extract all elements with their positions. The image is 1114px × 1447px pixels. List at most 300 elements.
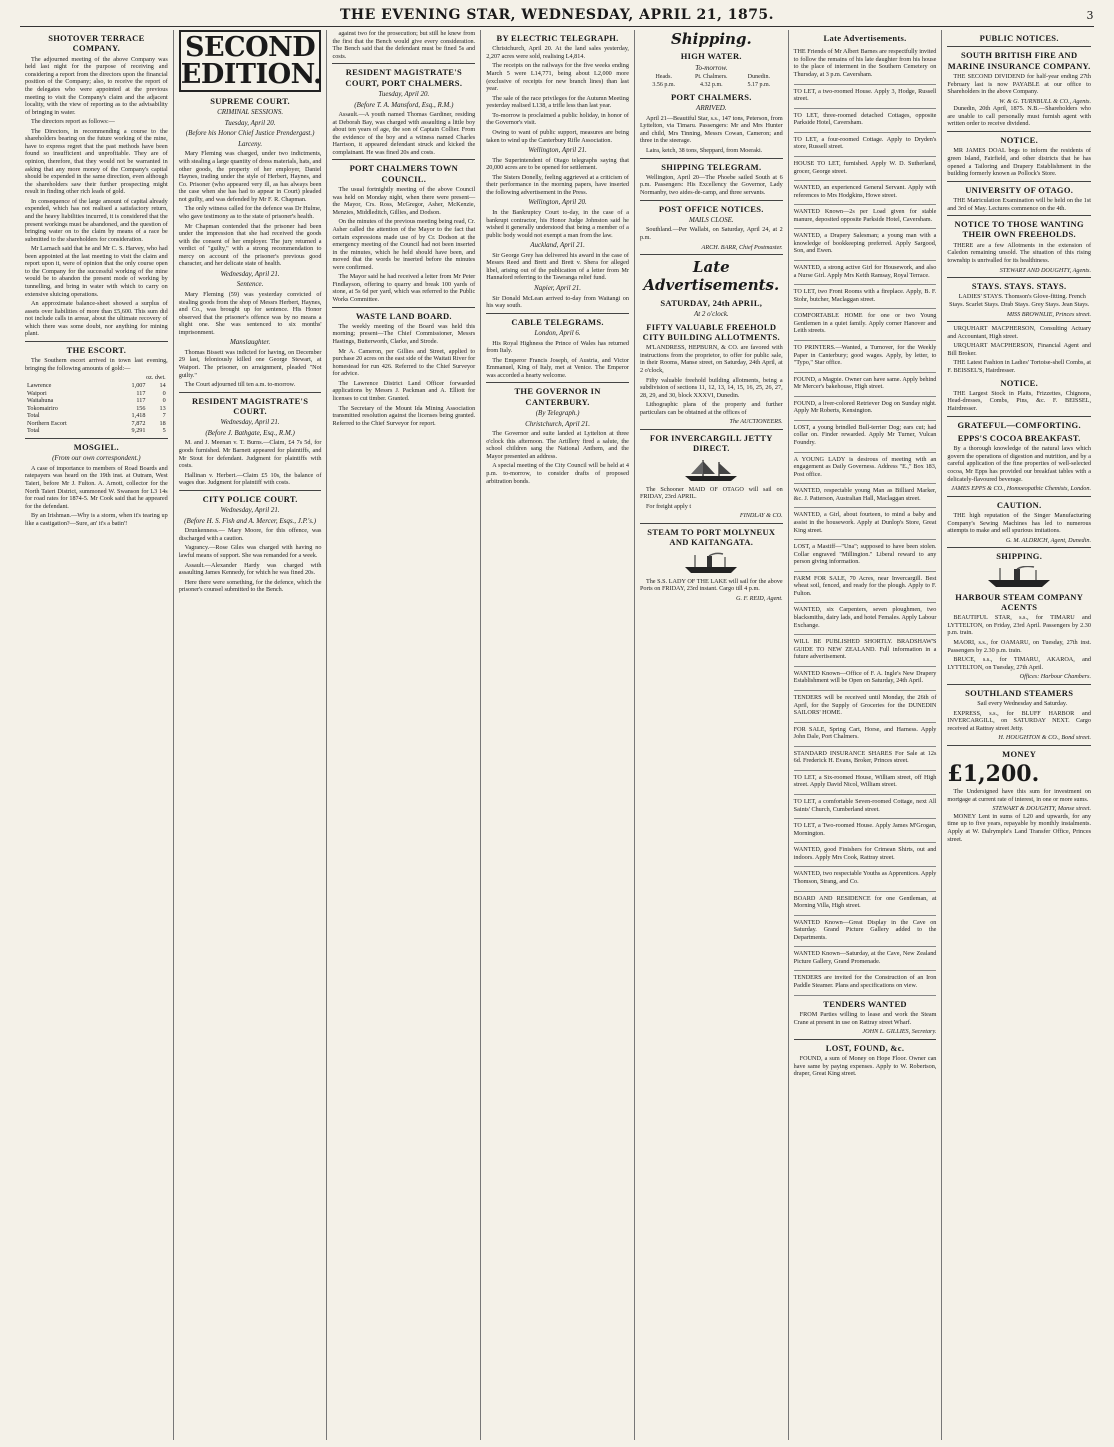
escort-unit: oz. dwt. — [145, 374, 166, 382]
dateline: Wednesday, April 21. — [220, 418, 280, 427]
article-paragraph: THERE are a few Allotments in the extension of Caledon remaining unsold. The situation of this rising township is unrivalled for its healthiness. — [947, 241, 1091, 264]
escort-place: Waipori — [27, 389, 47, 397]
article-paragraph: The Sisters Donelly, feeling aggrieved at a criticism of their performance in the morning papers, have inserted the following advertisement in the Press. — [486, 173, 629, 196]
escort-dwt: 14 — [159, 382, 166, 390]
escort-dwt: 13 — [159, 404, 166, 412]
heading-post-office: POST OFFICE NOTICES. — [658, 203, 764, 214]
divider — [179, 392, 322, 393]
divider — [947, 684, 1091, 685]
column-4 — [481, 30, 635, 1440]
classified-ad — [794, 45, 937, 84]
classified-ad — [794, 819, 937, 843]
escort-place: Lawrence — [27, 382, 52, 390]
classified-ad-text: TO PRINTERS.—Wanted, a Turnover, for the Weekly Paper in Canterbury; good wages. Apply, by letter, to "Typo," Star office. — [793, 343, 937, 367]
classified-ad-text: TO LET, a comfortable Seven-roomed Cottage, next All Saints' Church, Cumberland street. — [793, 798, 937, 813]
tide-time: 3.56 p.m. — [652, 81, 676, 88]
classified-ad-text: FOUND, a liver-colored Retriever Dog on Sunday night. Apply Mr Roberts, Kensington. — [793, 399, 937, 415]
escort-northern-oz: 7,872 — [131, 419, 146, 427]
dateline: Auckland, April 21. — [530, 241, 585, 250]
article-paragraph: THE Largest Stock in Plaits, Frizzettes, Chignons, Head-dresses, Combs, Pins, &c. F. BEISSEL, Hairdresser. — [947, 389, 1091, 412]
classified-ad-text: FOUND, a Magpie. Owner can have same. Apply behind Mr Mercer's bakehouse, High street. — [793, 375, 937, 391]
column-6 — [789, 30, 943, 1440]
divider — [947, 46, 1091, 47]
classified-ad — [794, 205, 937, 229]
article-paragraph: Christchurch, April 20. At the land sales yesterday, 2,207 acres were sold, realising L4,814. — [486, 45, 629, 60]
divider — [794, 1039, 937, 1040]
classified-ad — [794, 484, 937, 508]
heading-stays: STAYS. STAYS. STAYS. — [971, 281, 1067, 292]
article-paragraph: The Governor and suite landed at Lyttelton at three o'clock this afternoon. The Artillery fired a salute, the school children sang the National Anthem, and the Mayor presented an address. — [486, 430, 629, 460]
article-paragraph: MR JAMES DOAL begs to inform the residents of green Island, Fairfield, and other districts that he has opened a Tailoring and Drapery Establishment in the building formerly known as Pollock's Store. — [947, 147, 1091, 178]
article-paragraph: The Undersigned have this sum for investment on mortgage at current rate of interest, in one or more sums. — [947, 788, 1091, 803]
signature: JAMES EPPS & CO., Homoeopathic Chemists, London. — [951, 485, 1091, 493]
heading-late-ads: Late Advertisements. — [823, 33, 907, 43]
classified-ad-text: TO LET, a two-roomed House. Apply 3, Hodge, Russell street. — [793, 87, 937, 103]
classified-ad-text: THE Friends of Mr Albert Barnes are respectfully invited to follow the remains of his late daughter from his house to the place of interment in the Southern Cemetery on Thursday, at 3 p.m. Caversham. — [793, 48, 937, 79]
divider — [640, 158, 783, 159]
classified-ad-text: WANTED, respectable young Man as Billiard Marker, &c. J. Patterson, Australian Hall, Maclaggan street. — [793, 487, 937, 502]
heading-mosgiel: MOSGIEL. — [73, 441, 119, 452]
divider — [947, 131, 1091, 132]
byline: (From our own correspondent.) — [52, 454, 141, 463]
escort-place: Tokomairiro — [27, 404, 58, 412]
classified-ad-text: WANTED Known—2s per Load given for stable manure, deposited opposite Parkside Hotel, Caversham. — [793, 208, 937, 223]
subheading: (Before H. S. Fish and A. Mercer, Esqs., J.P.'s.) — [184, 516, 317, 525]
subheading: MAILS CLOSE. — [688, 215, 734, 224]
divider — [332, 63, 475, 64]
subheading: (Before his Honor Chief Justice Prendergast.) — [185, 129, 315, 138]
escort-dwt: 0 — [162, 397, 166, 405]
page-number: 3 — [1086, 8, 1094, 22]
classified-ad — [794, 723, 937, 747]
article-paragraph: Wellington, April 20—The Phoebe sailed South at 6 p.m. Passengers: His Excellency the Governor, Lady Normanby, two aides-de-camp, and three servants. — [639, 173, 783, 196]
classified-ad-text: WANTED Known—Great Display in the Cave on Saturday. Grand Picture Gallery added to the Departments. — [793, 918, 937, 941]
tide-time: 5.17 p.m. — [747, 81, 771, 88]
escort-total-dwt: 7 — [162, 412, 166, 420]
auction-heading: FIFTY VALUABLE FREEHOLD CITY BUILDING ALLOTMENTS. — [642, 321, 780, 342]
article-paragraph: On the minutes of the previous meeting being read, Cr. Asher called the attention of the Mayor to the fact that certain expressions made use of by Cr. Dodson at the emergency meeting of the Council had not been inserted in the minutes, which he held should have been, and moved that the words be inserted before the minutes were confirmed. — [332, 218, 476, 271]
article-paragraph: In consequence of the large amount of capital already expended, which has not realised a satisfactory return, and the heavy liabilities incurred, it is considered that the present workings must be abandoned, and the question of bringing water on to the claim by means of a race be submitted to the shareholders for consideration. — [25, 197, 168, 243]
signature: H. HOUGHTON & CO., Bond street. — [998, 734, 1091, 742]
tide-cell — [735, 74, 783, 89]
heading-police-court: CITY POLICE COURT. — [202, 493, 298, 504]
dateline: Tuesday, April 20. — [224, 118, 276, 127]
divider — [947, 745, 1091, 746]
classified-ad-text: STANDARD INSURANCE SHARES For Sale at 12s 6d. Frederick H. Evans, Broker, Princes street. — [793, 749, 937, 765]
masthead — [20, 4, 1094, 27]
column-7 — [942, 30, 1096, 1440]
article-paragraph: Dunedin, 20th April, 1875. N.B.—Shareholders who are unable to call personally must furnish agent with written order to receive dividend. — [947, 105, 1091, 128]
article-paragraph: MAORI, s.s., for OAMARU, on Tuesday, 27th inst. Passengers by 2.30 p.m. train. — [947, 639, 1091, 654]
heading-freeholds: NOTICE TO THOSE WANTING THEIR OWN FREEHOLDS. — [954, 219, 1084, 240]
divider — [486, 313, 629, 314]
article-paragraph: THE high reputation of the Singer Manufacturing Company's Sewing Machines has led to numerous attempts to make and sell spurious imitations. — [947, 512, 1091, 535]
classified-ad — [794, 691, 937, 723]
tide-subtitle: To-morrow. — [695, 63, 728, 72]
classified-ad — [794, 971, 937, 995]
article-paragraph: Owing to want of public support, measures are being taken to wind up the Canterbury Rifle Association. — [486, 128, 629, 144]
classified-ad-text: BOARD AND RESIDENCE for one Gentleman, at Morning Villa, High street. — [793, 894, 937, 910]
classified-ad — [794, 229, 937, 261]
classified-ad — [794, 397, 937, 421]
table-row — [25, 412, 168, 420]
article-paragraph: Lithographic plans of the property and further particulars can be obtained at the offices of — [639, 401, 783, 416]
signature: MISS BROWNLIE, Princes street. — [1006, 310, 1091, 318]
classified-ad-text: WANTED, an experienced General Servant. Apply with references to Mrs Hodgkins, Howe street. — [793, 184, 937, 199]
dateline: Wellington, April 21. — [528, 146, 587, 155]
classified-ad-text: TO LET, three-roomed detached Cottages, opposite Parkside Hotel, Caversham. — [793, 111, 937, 127]
article-paragraph: The Schooner MAID OF OTAGO will sail on FRIDAY, 23rd APRIL. — [639, 485, 783, 501]
heading-cable: CABLE TELEGRAMS. — [511, 316, 604, 327]
tide-cell — [688, 74, 736, 89]
signature: The AUCTIONEERS. — [729, 418, 783, 426]
divider — [179, 490, 322, 491]
article-paragraph: The Superintendent of Otago telegraphs saying that 20,000 acres are to be opened for settlement. — [486, 156, 629, 172]
classified-ad — [794, 843, 937, 867]
table-row — [25, 382, 168, 390]
classified-ad-text: WANTED, a strong active Girl for Housework, and also a Nurse Girl. Apply Mrs Keith Ramsay, Royal Terrace. — [793, 264, 937, 279]
newspaper-columns — [20, 30, 1096, 1440]
article-paragraph: In the Bankruptcy Court to-day, in the case of a bankrupt contractor, his Honor Judge Johnston said he wished it generally understood that being a member of a public body would not exempt a man from the law. — [486, 208, 629, 239]
classified-ad — [794, 181, 937, 205]
article-paragraph: The only witness called for the defence was Dr Hulme, who gave testimony as to the state of prisoner's health. — [178, 205, 322, 220]
escort-oz: 117 — [136, 389, 146, 397]
signature: Offices: Harbour Chambers. — [1019, 673, 1091, 681]
article-paragraph: THE Latest Fashion in Ladies' Tortoise-shell Combs, at F. BEISSEL'S, Hairdresser. — [947, 359, 1091, 374]
tide-table — [640, 74, 783, 89]
classified-ad — [794, 133, 937, 157]
signature: G. F. REID, Agent. — [735, 594, 783, 602]
article-paragraph: Mary Fleming was charged, under two indictments, with stealing a large quantity of dress materials, hats, and other goods, the property of her employer, Daniel Haynes, trading under the style of Herbert, Haynes, and Co. Prisoner (who appeared very ill, as has always been the case when she has had to appear in Court) pleaded not guilty, and was defended by Mr F. R. Chapman. — [178, 150, 322, 203]
article-paragraph: A case of importance to members of Road Boards and ratepayers was heard on the 19th inst. at Outram, West Taieri, before Mr J. Fulton. A. Arnott, collector for the North Taieri District, summoned W. Swanson for L3 14s for road rates for 1874-5. Mr Cook said that he appeared for the defendant. — [25, 464, 168, 510]
classified-ad-text: WANTED, good Finishers for Crimean Shirts, out and indoors. Apply Mrs Cook, Rattray street. — [793, 846, 937, 861]
divider — [640, 254, 783, 255]
classified-ad-text: TO LET, two Front Rooms with a fireplace. Apply, B. F. Stohr, butcher, Maclaggan street. — [793, 288, 937, 303]
article-paragraph: Mary Fleming (59) was yesterday convicted of stealing goods from the shop of Messrs Herbert, Haynes, and Co., was brought up for sentence. His Honor observed that the prisoner's offence was by no means a slight one. She was sentenced to six months' imprisonment. — [178, 290, 322, 336]
article-paragraph: The receipts on the railways for the five weeks ending March 5 were L14,771, being about L2,000 more (exclusive of receipts for new branch lines) than last year. — [486, 62, 629, 93]
article-paragraph: Laira, ketch, 38 tons, Sheppard, from Moeraki. — [645, 146, 763, 154]
dateline: Christchurch, April 21. — [525, 419, 591, 428]
signature: ARCH. BARR, Chief Postmaster. — [701, 243, 783, 251]
classified-ad-text: LOST, a Mastiff—"Una"; supposed to have been stolen. Collar engraved "Millington." Liberal reward to any person giving information. — [793, 543, 937, 566]
subheading: (Before T. A. Mansford, Esq., R.M.) — [354, 100, 454, 109]
joke-paragraph: By an Irishman.—Why is a storm, when it's tearing up like a castigation?—Sure, an' it's a batin'! — [25, 512, 168, 527]
subheading: Larceny. — [238, 139, 263, 148]
article-paragraph: Drunkenness.— Mary Moore, for this offence, was discharged with a caution. — [178, 527, 322, 542]
divider — [332, 307, 475, 308]
signature: JOHN L. GILLIES, Secretary. — [862, 1028, 937, 1036]
escort-grand-dwt: 5 — [162, 427, 166, 435]
heading-shipping-telegram: SHIPPING TELEGRAM. — [661, 161, 762, 172]
article-paragraph: THE SECOND DIVIDEND for half-year ending 27th February last is now PAYABLE at our office to Shareholders in the above Company. — [947, 73, 1091, 96]
classified-ad-text: FOR SALE, Spring Cart, Horse, and Harness. Apply John Dale, Port Chalmers. — [793, 725, 937, 741]
classified-ad-text: TO LET, a Two-roomed House. Apply James M'Grogan, Mornington. — [793, 822, 937, 837]
auction-date: SATURDAY, 24th APRIL, — [660, 297, 763, 308]
heading-shipping: SHIPPING. — [996, 551, 1043, 562]
column-2 — [174, 30, 328, 1440]
escort-northern-label: Northern Escort — [27, 419, 67, 427]
heading-tenders: TENDERS WANTED — [823, 998, 907, 1009]
classified-ad — [794, 867, 937, 891]
late-ads-title: Late Advertisements. — [643, 258, 780, 295]
tide-cell — [640, 74, 688, 89]
divider — [947, 321, 1091, 322]
table-row — [25, 420, 168, 428]
heading-south-british: SOUTH BRITISH FIRE AND MARINE INSURANCE COMPANY. — [947, 50, 1091, 71]
article-paragraph: MONEY Lent in sums of L20 and upwards, for any time up to five years, repayable by monthly instalments. Apply at W. Dalrymple's Land Transfer Office, Princes street. — [947, 812, 1091, 843]
classified-ads-list — [794, 45, 937, 995]
signature: STEWART & DOUGHTY, Manse street. — [992, 805, 1091, 813]
article-paragraph: The S.S. LADY OF THE LAKE will sail for the above Ports on FRIDAY, 23rd instant. Cargo till 4 p.m. — [639, 577, 783, 593]
article-paragraph: Thomas Bissett was indicted for having, on December 29 last, feloniously killed one George Stewart, at Waipori. The prisoner, on arraignment, pleaded "Not guilty." — [178, 348, 322, 379]
classified-ad — [794, 771, 937, 795]
auction-time: At 2 o'clock. — [693, 310, 729, 319]
article-paragraph: THE Matriculation Examination will be held on the 1st and 3rd of May. Lectures commence on the 4th. — [947, 196, 1091, 212]
heading-southland: SOUTHLAND STEAMERS — [965, 687, 1074, 698]
article-paragraph: By a thorough knowledge of the natural laws which govern the operations of digestion and nutrition, and by a careful application of the fine properties of well-selected cocoa, Mr Epps has provided our breakfast tables with a delicately-flavoured beverage. — [947, 445, 1091, 483]
article-paragraph: BRUCE, s.s., for TIMARU, AKAROA, and LYTTELTON, on Tuesday, 27th April. — [947, 656, 1091, 671]
article-paragraph: LADIES' STAYS. Thomson's Glove-fitting. French Stays. Scarlet Stays. Drab Stays. Grey Stays. Jean Stays. — [949, 293, 1090, 308]
classified-ad — [794, 157, 937, 181]
money-amount: £1,200. — [947, 761, 1040, 788]
classified-ad — [794, 635, 937, 667]
heading-notice: NOTICE. — [1000, 135, 1039, 146]
classified-ad — [794, 947, 937, 971]
article-paragraph: The weekly meeting of the Board was held this morning; present—The Chief Commissioner, Messrs Hastings, Butterworth, Clarke, and Strode. — [332, 322, 476, 346]
divider — [25, 438, 168, 439]
subheading: Manslaughter. — [229, 338, 271, 347]
steamer-icon — [681, 552, 741, 574]
article-paragraph: Mr Chapman contended that the prisoner had been under the impression that she had received the goods with the consent of her employer. The jury returned a verdict of "guilty," with a strong recommendation to mercy on account of the prisoner's previous good character, and her delicate state of health. — [178, 222, 322, 268]
heading-town-council: PORT CHALMERS TOWN COUNCIL. — [349, 163, 459, 184]
article-paragraph: Hallinan v. Herbert.—Claim £5 10s, the balance of wages due. Judgment for plaintiff with costs. — [178, 471, 322, 487]
column-5 — [635, 30, 789, 1440]
article-paragraph: The adjourned meeting of the above Company was held last night for the purpose of receiving and considering a report from the directors upon the financial position of the Company; also, to receive the report of the delegates who were appointed at the previous meeting to visit the Company's claim and the adjacent locality, with the view of reporting as to the advisability of bringing in water. — [25, 55, 168, 116]
subheading: Sentence. — [236, 280, 264, 289]
escort-oz: 1,007 — [131, 382, 146, 390]
divider — [947, 277, 1091, 278]
subheading: ARRIVED. — [696, 104, 727, 113]
article-paragraph: Fifty valuable freehold building allotments, being a subdivision of sections 11, 12, 13, 14, 15, 16, 25, 26, 27, 28, 29, and 30, block XXXVI, Dunedin. — [639, 376, 783, 399]
classified-ad — [794, 667, 937, 691]
column-3 — [327, 30, 481, 1440]
heading-shotover: SHOTOVER TERRACE COMPANY. — [48, 33, 145, 54]
classified-ad-text: A YOUNG LADY is desirous of meeting with an engagement as Daily Governess. Address "E.," Box 183, Post office. — [793, 455, 937, 478]
classified-ad-text: WANTED, a Girl, about fourteen, to mind a baby and assist in the housework. Apply at Dunlop's Store, Great King street. — [793, 511, 937, 534]
classified-ad — [794, 540, 937, 572]
heading-public-notices: PUBLIC NOTICES. — [979, 33, 1059, 43]
article-paragraph: His Royal Highness the Prince of Wales has returned from Italy. — [486, 339, 629, 355]
article-paragraph: URQUHART MACPHERSON, Financial Agent and Bill Broker. — [947, 342, 1091, 357]
table-row — [25, 390, 168, 398]
divider — [947, 547, 1091, 548]
article-paragraph: URQUHART MACPHERSON, Consulting Actuary and Accountant, High street. — [947, 325, 1091, 340]
classified-ad — [794, 453, 937, 485]
classified-ad-text: TENDERS will be received until Monday, the 26th of April, for the Supply of Groceries for the DUNEDIN SAILORS' HOME. — [793, 693, 937, 717]
article-paragraph: against two for the prosecution; but still he knew from the first that the Bench would give every consideration. The Bench said that the defendant must be fined 5s and costs. — [332, 30, 476, 60]
article-paragraph: Sail every Wednesday and Saturday. — [977, 700, 1068, 708]
second-edition-banner: SECOND EDITION. — [180, 32, 322, 90]
article-paragraph: BEAUTIFUL STAR, s.s., for TIMARU and LYTTELTON, on Friday, 23rd April. Passengers by 2.30 p.m. train. — [947, 614, 1091, 637]
article-paragraph: Southland.—Per Wallabi, on Saturday, April 24, at 2 p.m. — [639, 226, 783, 242]
article-paragraph: An approximate balance-sheet showed a surplus of assets over liabilities of more than £5,600. This sum did not include calls in arrear, about the ultimate recovery of which there was some doubt, nor anything for mining plant. — [25, 300, 168, 338]
heading-epps: EPPS'S COCOA BREAKFAST. — [957, 432, 1081, 443]
article-paragraph: M'LANDRESS, HEPBURN, & CO. are favored with instructions from the proprietor, to offer for public sale, in their Rooms, Manse street, on Saturday, 24th April, at 2 o'clock, — [639, 344, 783, 375]
divider — [332, 159, 475, 160]
tide-place: Pt. Chalmers. — [695, 74, 728, 81]
article-paragraph: The Emperor Francis Joseph, of Austria, and Victor Emmanuel, King of Italy, met at Venice. The Emperor was accorded a hearty welcome. — [486, 356, 629, 379]
heading-waste-land-board: WASTE LAND BOARD. — [355, 310, 452, 321]
divider — [25, 341, 168, 342]
article-paragraph: April 21—Beautiful Star, s.s., 147 tons, Peterson, from Lyttelton, via Timaru. Passengers: Mr and Mrs Hunter and child, Mrs Tinning, Messrs Cowan, Cameron; and three in the steerage. — [639, 114, 783, 145]
escort-oz: 117 — [136, 397, 146, 405]
divider — [640, 200, 783, 201]
heading-governor: THE GOVERNOR IN CANTERBURY. — [514, 386, 601, 407]
article-paragraph: For freight apply t — [645, 502, 692, 510]
divider — [947, 181, 1091, 182]
classified-ad-text: WANTED Known—Saturday, at the Cave, New Zealand Picture Gallery, Grand Promenade. — [793, 950, 937, 965]
escort-header-row — [25, 374, 168, 382]
article-paragraph: The Directors, in recommending a course to the shareholders bearing on the future working of the mine, have to express regret that the past methods have been found so insufficient and unprofitable. They are of opinion, therefore, that they would not be warranted in asking that any more money of the Company's capital should be expended in the same direction, even although the shareholders saw their further prospecting might result in finding other rich leads of gold. — [25, 127, 168, 196]
signature: G. M. ALDRICH, Agent, Dunedin. — [1005, 536, 1091, 544]
heading-molyneux: STEAM TO PORT MOLYNEUX AND KAITANGATA. — [647, 526, 776, 548]
subheading: (By Telegraph.) — [535, 409, 580, 418]
escort-grand-oz: 9,291 — [131, 427, 146, 435]
divider — [947, 215, 1091, 216]
heading-university: UNIVERSITY OF OTAGO. — [965, 184, 1074, 195]
article-paragraph: The Southern escort arrived in town last evening, bringing the following amounts of gold:— — [25, 357, 168, 372]
signature: STEWART AND DOUGHTY, Agents. — [999, 266, 1091, 274]
classified-ad — [794, 309, 937, 341]
escort-total-label: Total — [27, 412, 40, 420]
heading-invercargill: FOR INVERCARGILL JETTY DIRECT. — [649, 432, 773, 454]
article-paragraph: Mr A. Cameron, per Gillies and Street, applied to purchase 20 acres on the east side of the Waitati River for homestead for run 426. Referred to the Chief Surveyor for advice. — [332, 347, 476, 378]
escort-place: Waitahuna — [27, 397, 54, 405]
classified-ad-text: TO LET, a Six-roomed House, William street, off High street. Apply David Nicol, William street. — [793, 773, 937, 789]
article-paragraph: The usual fortnightly meeting of the above Council was held on Monday night, when there were present—the Mayor, Crs. Ross, McGregor, Asher, McKenzie, Menzies, Middleditch, Gillies, and Dodson. — [332, 186, 476, 216]
article-paragraph: Assault.—A youth named Thomas Gardiner, residing at Deborah Bay, was charged with assaulting a little boy about ten years of age, the son of Captain Collier. From the evidence of the boy and a witness named Charles Harrison, it appeared defendant struck and kicked the complainant. He was fined 20s and costs. — [332, 111, 476, 156]
heading-rm-court: RESIDENT MAGISTRATE'S COURT. — [191, 395, 309, 417]
article-paragraph: Here there were something, for the defence, which the prisoner's counsel submitted to the Bench. — [178, 578, 322, 594]
classified-ad-text: TO LET, a four-roomed Cottage. Apply to Dryden's store, Russell street. — [793, 135, 937, 151]
tide-title: HIGH WATER. — [680, 51, 742, 62]
dateline: Wednesday, April 21. — [220, 269, 280, 278]
classified-ad-text: WANTED Known—Office of F. A. Ingle's New Drapery Establishment will be Open on Saturday, 24th April. — [793, 669, 937, 685]
heading-port-chalmers-court: RESIDENT MAGISTRATE'S COURT, PORT CHALMERS. — [345, 67, 463, 88]
article-paragraph: Mr Larnach said that he and Mr C. S. Harvey, who had been appointed at the last meeting to visit the claim and report upon it, were of opinion that the only course open to the Company for the successful working of the mine would be to abandon the present mode of working by tunnelling, and bring in water with which to carry on extensive sluicing operations. — [25, 245, 168, 298]
dateline: Wellington, April 20. — [528, 198, 587, 207]
divider — [640, 523, 783, 524]
steamship-icon — [984, 566, 1054, 588]
table-row — [25, 427, 168, 435]
classified-ad — [794, 892, 937, 916]
article-paragraph: Assault.—Alexander Hardy was charged with assaulting James Kennedy, for which he was fined 20s. — [178, 561, 322, 577]
classified-ad-text: WANTED, six Carpenters, seven ploughmen, two blacksmiths, dairy lads, and hotel Females. Apply Labour Exchange. — [793, 606, 937, 629]
dateline: Wednesday, April 21. — [220, 506, 280, 515]
classified-ad-text: WANTED, two respectable Youths as Apprentices. Apply Thomson, Strang, and Co. — [793, 870, 937, 885]
article-paragraph: Sir Donald McLean arrived to-day from Waitangi on his way south. — [486, 294, 629, 310]
classified-ad — [794, 373, 937, 397]
escort-dwt: 0 — [162, 389, 166, 397]
divider — [947, 496, 1091, 497]
escort-northern-dwt: 18 — [159, 419, 166, 427]
subheading: (Before J. Bathgate, Esq., R.M.) — [205, 428, 295, 437]
classified-ad — [794, 109, 937, 133]
article-paragraph: The Mayor said he had received a letter from Mr Peter Findlayson, offering to quarry and break 100 yards of stone, at 5s 6d per yard, which was referred to the Public Works Committee. — [332, 273, 476, 303]
heading-grateful: GRATEFUL—COMFORTING. — [957, 419, 1081, 430]
article-paragraph: The directors report as follows:— — [31, 118, 115, 126]
heading-lost-found: LOST, FOUND, &c. — [825, 1042, 905, 1053]
classified-ad — [794, 747, 937, 771]
escort-oz: 156 — [136, 404, 146, 412]
column-1 — [20, 30, 174, 1440]
classified-ad-text: COMFORTABLE HOME for one or two Young Gentlemen in a quiet family. Apply corner Hanover and Leith streets. — [793, 312, 937, 335]
divider — [947, 416, 1091, 417]
subheading: CRIMINAL SESSIONS. — [217, 108, 284, 117]
dateline: Napier, April 21. — [534, 284, 582, 293]
heading-port-chalmers: PORT CHALMERS. — [670, 91, 752, 102]
classified-ad — [794, 795, 937, 819]
table-row — [25, 405, 168, 413]
article-paragraph: EXPRESS, s.s., for BLUFF HARBOR and INVERCARGILL, on SATURDAY NEXT. Cargo received at Rattray street Jetty. — [947, 709, 1091, 732]
heading-notice-2: NOTICE. — [1000, 377, 1039, 388]
article-paragraph: The Lawrence District Land Officer forwarded applications by Messrs J. Packman and A. Elliott for licenses to cut timber. Granted. — [332, 379, 476, 402]
article-paragraph: M. and J. Meenan v. T. Burns.—Claim, £4 7s 5d, for goods furnished. Mr Barnett appeared for plaintiffs, and Mr Stout for defendant. Judgment for plaintiffs with costs. — [178, 439, 322, 470]
classified-ad-text: FARM FOR SALE, 70 Acres, near Invercargill. Best wheat soil, fenced, and ready for the plough. Apply to F. Fulton. — [793, 574, 937, 597]
escort-total-oz: 1,418 — [131, 412, 146, 420]
classified-ad — [794, 916, 937, 948]
classified-ad-text: TENDERS are invited for the Construction of an Iron Paddle Steamer. Plans and specifications on view. — [793, 974, 937, 990]
article-paragraph: FOUND, a sum of Money on Hope Floor. Owner can have same by paying expenses. Apply to W. Robertson, draper, Great King street. — [793, 1055, 937, 1078]
shipping-title: Shipping. — [670, 30, 752, 48]
classified-ad — [794, 261, 937, 285]
escort-table — [25, 374, 168, 435]
classified-ad — [794, 508, 937, 540]
heading-harbour-steam: HARBOUR STEAM COMPANY ACENTS — [955, 591, 1084, 612]
heading-telegraph: BY ELECTRIC TELEGRAPH. — [496, 33, 619, 43]
escort-grand-label: Total — [27, 427, 40, 435]
heading-supreme-court: SUPREME COURT. — [210, 96, 290, 106]
heading-caution: CAUTION. — [996, 499, 1042, 510]
article-paragraph: The Court adjourned till ten a.m. to-morrow. — [184, 381, 296, 389]
article-paragraph: The sale of the race privileges for the Autumn Meeting yesterday realised L138, a trifle less than last year. — [486, 94, 629, 110]
divider — [486, 382, 629, 383]
dateline: London, April 6. — [534, 329, 581, 338]
classified-ad — [794, 603, 937, 635]
classified-ad-text: HOUSE TO LET, furnished. Apply W. D. Sutherland, grocer, George street. — [793, 159, 937, 175]
article-paragraph: FROM Parties willing to lease and work the Steam Crane at present in use on Rattray street Wharf. — [793, 1010, 937, 1026]
classified-ad — [794, 85, 937, 109]
classified-ad-text: LOST, a young brindled Bull-terrier Dog; ears cut; had collar on. Finder rewarded. Apply Mr Turner, Vulcan Foundry. — [793, 423, 937, 447]
dateline: Tuesday, April 20. — [378, 89, 430, 98]
article-paragraph: Sir George Grey has delivered his award in the case of Messrs Reed and Brett and Brett v. Shera for alleged libel, arising out of the publication of a letter from Mr Hannaford referring to the Tawranga relief fund. — [486, 251, 629, 282]
masthead-title: THE EVENING STAR, WEDNESDAY, APRIL 21, 1875. — [339, 7, 775, 23]
classified-ad — [794, 572, 937, 604]
article-paragraph: Vagrancy.—Rose Giles was charged with having no lawful means of support. She was remanded for a week. — [178, 544, 322, 559]
tide-place: Heads. — [655, 74, 672, 81]
classified-ad — [794, 341, 937, 373]
heading-money: MONEY — [1002, 749, 1037, 759]
classified-ad — [794, 285, 937, 309]
signature: W. & G. TURNBULL & CO., Agents. — [999, 97, 1091, 105]
classified-ad — [794, 421, 937, 453]
tide-place: Dunedin. — [747, 74, 770, 81]
signature: FINDLAY & CO. — [739, 512, 783, 520]
heading-escort: THE ESCORT. — [66, 344, 127, 355]
classified-ad-text: WANTED, a Drapery Salesman; a young man with a knowledge of bookkeeping preferred. Apply Sargood, Son, and Ewen. — [793, 232, 937, 255]
article-paragraph: To-morrow is proclaimed a public holiday, in honor of the Governor's visit. — [486, 111, 629, 127]
tide-time: 4.32 p.m. — [699, 81, 723, 88]
